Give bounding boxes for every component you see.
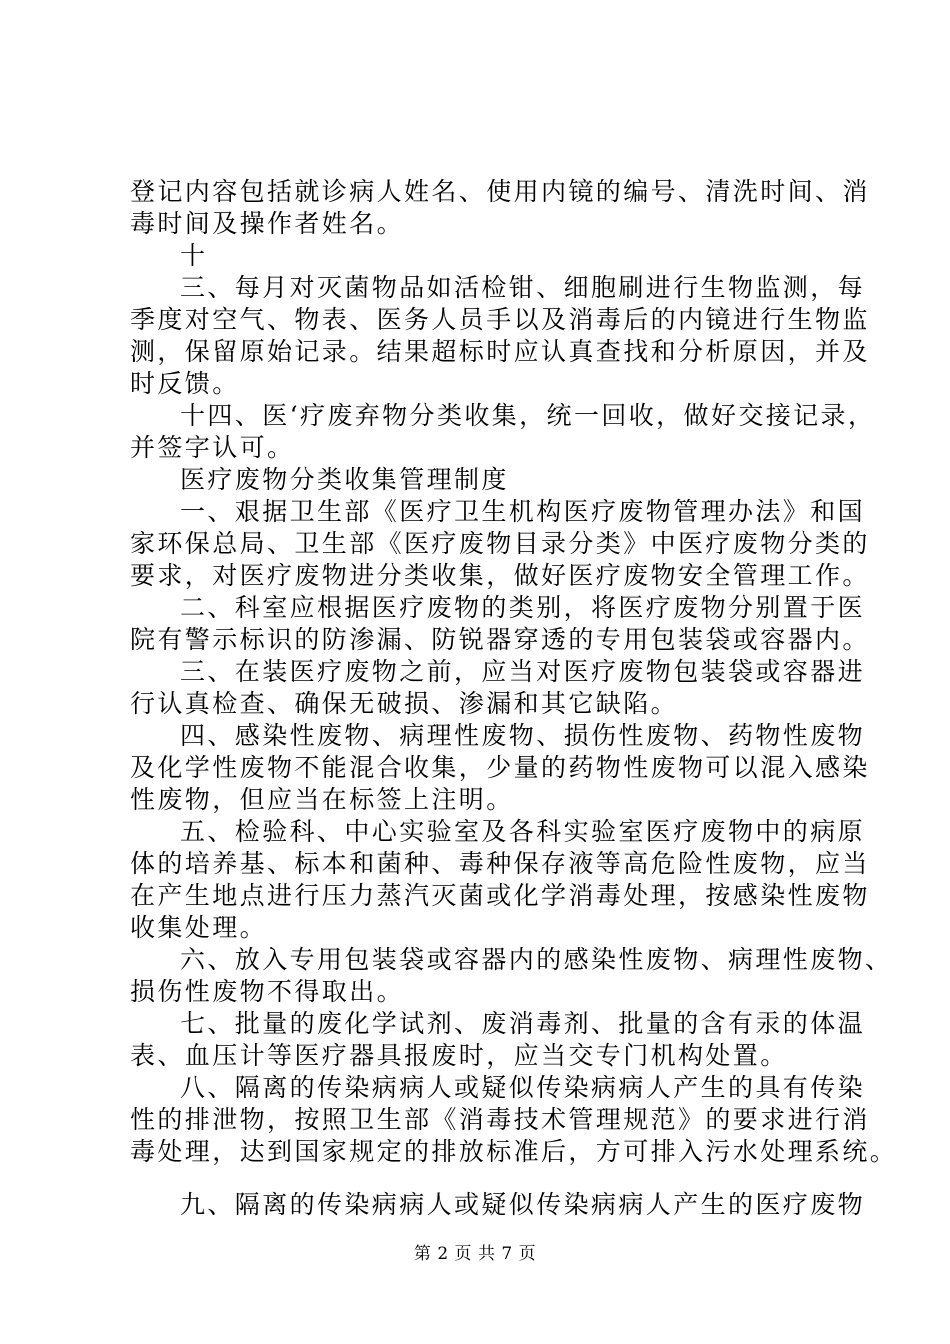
text-line: 四、感染性废物、病理性废物、损伤性废物、药物性废物	[180, 721, 866, 750]
text-line: 十四、医‘疗废弃物分类收集，统一回收，做好交接记录，	[180, 401, 876, 430]
text-line: 七、批量的废化学试剂、废消毒剂、批量的含有汞的体温	[180, 1009, 866, 1038]
text-line: 一、艰据卫生部《医疗卫生机构医疗废物管理办法》和国	[180, 497, 866, 526]
text-line: 二、科室应根据医疗废物的类别，将医疗废物分别置于医	[180, 593, 866, 622]
text-line: 三、在装医疗废物之前，应当对医疗废物包装袋或容器进	[180, 657, 866, 686]
text-line: 损伤性废物不得取出。	[130, 977, 405, 1006]
text-line: 行认真检查、确保无破损、渗漏和其它缺陷。	[130, 689, 679, 718]
text-line: 收集处理。	[130, 913, 268, 942]
text-line: 六、放入专用包装袋或容器内的感染性废物、病理性废物、	[180, 945, 893, 974]
text-line: 并签字认可。	[130, 433, 295, 462]
text-line: 时反馈。	[130, 369, 240, 398]
text-line: 十	[180, 241, 208, 270]
text-line: 三、每月对灭菌物品如活检钳、细胞刷进行生物监测，每	[180, 273, 866, 302]
text-line: 毒处理，达到国家规定的排放标准后，方可排入污水处理系统。	[130, 1137, 898, 1166]
text-line: 院有警示标识的防渗漏、防锐器穿透的专用包装袋或容器内。	[130, 625, 870, 654]
text-line: 季度对空气、物表、医务人员手以及消毒后的内镜进行生物监	[130, 305, 870, 334]
text-line: 及化学性废物不能混合收集，少量的药物性废物可以混入感染	[130, 753, 870, 782]
text-line: 八、隔离的传染病病人或疑似传染病病人产生的具有传染	[180, 1073, 866, 1102]
text-line: 体的培养基、标本和菌种、毒种保存液等高危险性废物，应当	[130, 849, 870, 878]
text-line: 性的排泄物，按照卫生部《消毒技术管理规范》的要求进行消	[130, 1105, 870, 1134]
text-line: 要求，对医疗废物进分类收集，做好医疗废物安全管理工作。	[130, 561, 870, 590]
text-line: 表、血压计等医疗器具报废时，应当交专门机构处置。	[130, 1041, 788, 1070]
text-line: 九、隔离的传染病病人或疑似传染病病人产生的医疗废物	[180, 1190, 866, 1219]
text-line: 登记内容包括就诊病人姓名、使用内镜的编号、清洗时间、消	[130, 177, 870, 206]
text-line: 测，保留原始记录。结果超标时应认真查找和分析原因，并及	[130, 337, 870, 366]
text-line: 毒时间及操作者姓名。	[130, 209, 405, 238]
page-number-footer: 第 2 页 共 7 页	[413, 1244, 537, 1264]
section-heading: 医疗废物分类收集管理制度	[180, 465, 509, 494]
text-line: 五、检验科、中心实验室及各科实验室医疗废物中的病原	[180, 817, 866, 846]
text-line: 性废物，但应当在标签上注明。	[130, 785, 514, 814]
text-line: 在产生地点进行压力蒸汽灭菌或化学消毒处理，按感染性废物	[130, 881, 870, 910]
text-line: 家环保总局、卫生部《医疗废物目录分类》中医疗废物分类的	[130, 529, 870, 558]
